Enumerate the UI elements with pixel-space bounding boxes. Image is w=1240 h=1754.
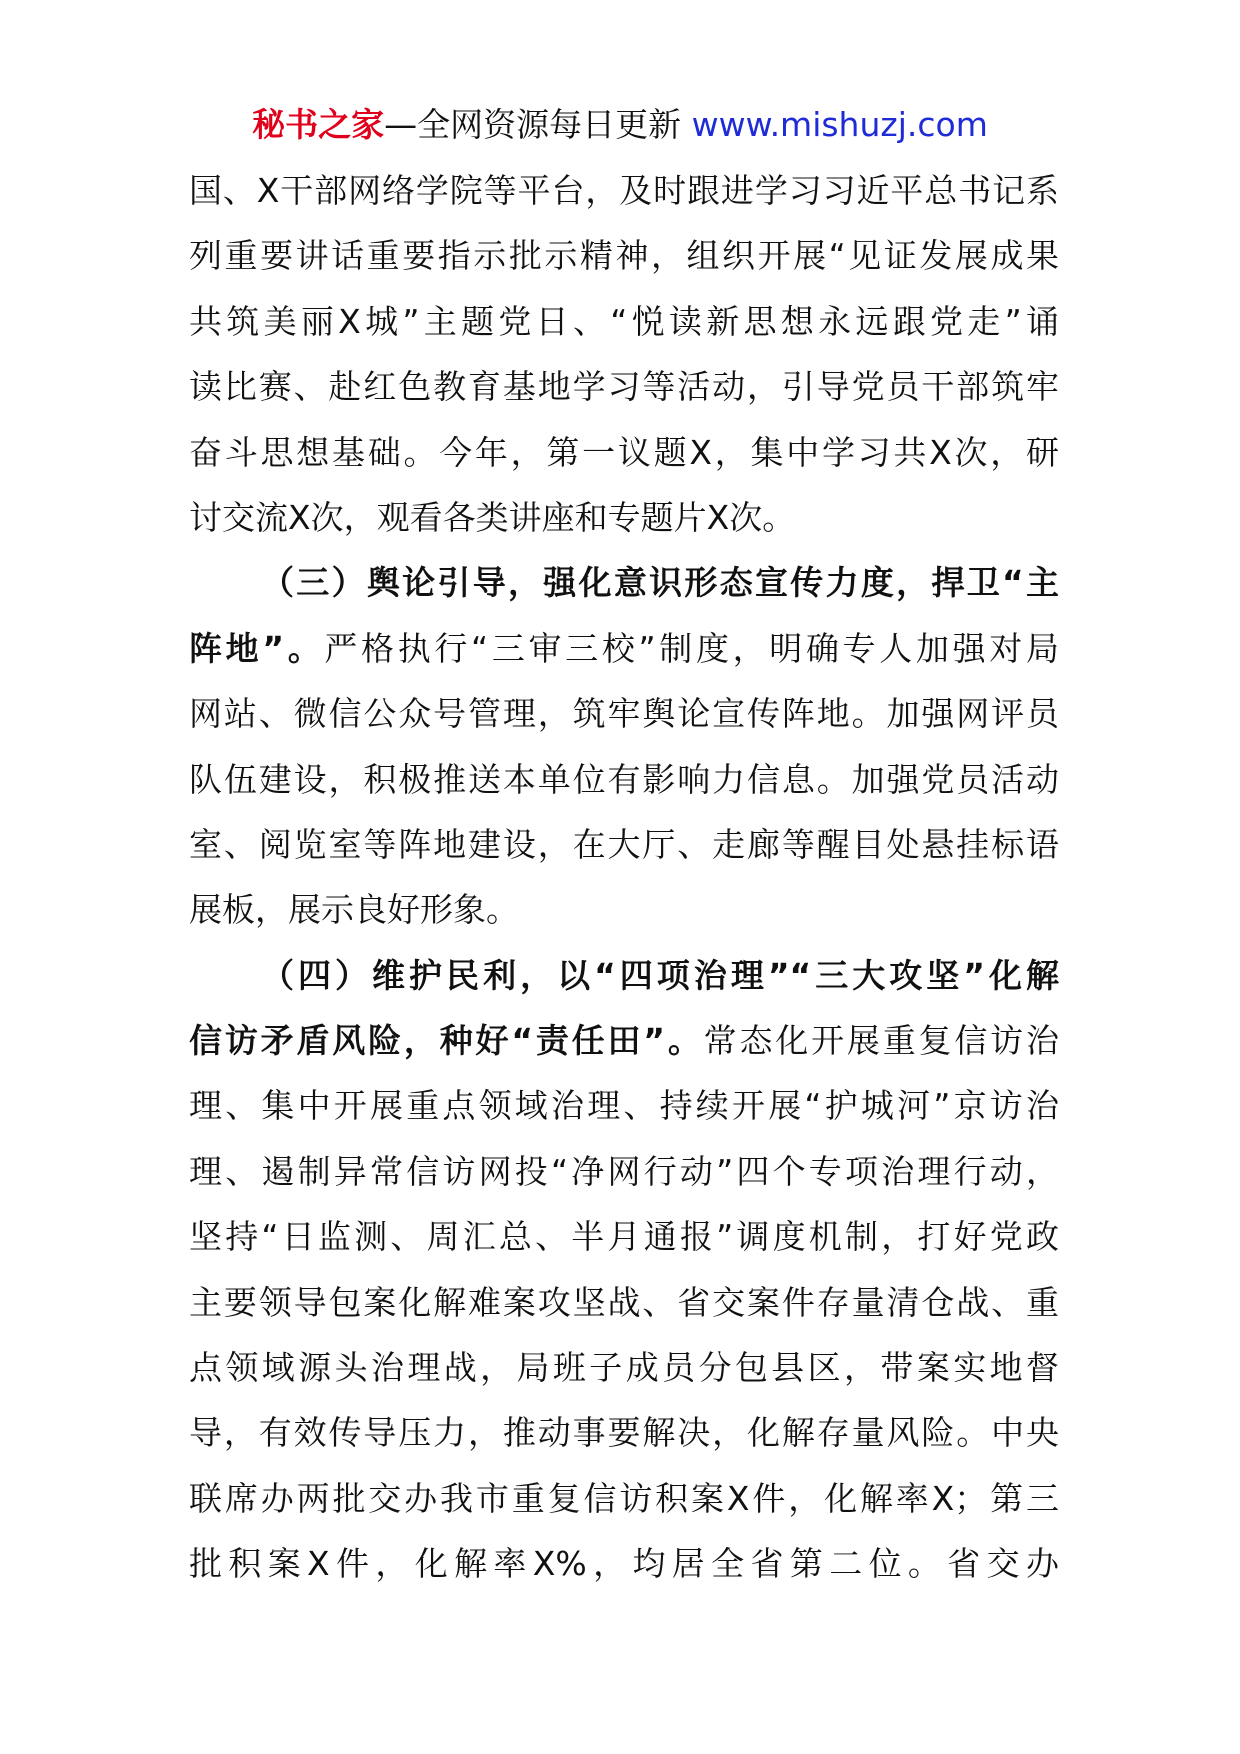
document-body [189,158,1059,1597]
section-heading-3: （三）舆论引导，强化意识形态宣传力度，捍卫“主 [261,563,1059,603]
section-heading-4: （四）维护民利，以“四项治理”“三大攻坚”化解 [261,955,1059,995]
text-line: 讨交流X次，观看各类讲座和专题片X次。 [189,497,796,537]
text-line: 信访矛盾风险，种好“责任田”。常态化开展重复信访治 [189,1021,1059,1061]
site-url[interactable]: www.mishuzj.com [691,105,988,144]
text-line: 阵地”。严格执行“三审三校”制度，明确专人加强对局 [189,628,1059,668]
text-line: 国、X干部网络学院等平台，及时跟进学习习近平总书记系 [189,171,1059,210]
text-line: 主要领导包案化解难案攻坚战、省交案件存量清仓战、重 [189,1282,1059,1322]
text-line: 奋斗思想基础。今年，第一议题X，集中学习共X次，研 [189,432,1059,472]
text-line: 读比赛、赴红色教育基地学习等活动，引导党员干部筑牢 [189,367,1059,407]
text-line: 坚持“日监测、周汇总、半月通报”调度机制，打好党政 [189,1217,1059,1257]
text-line: 导，有效传导压力，推动事要解决，化解存量风险。中央 [189,1413,1059,1453]
site-slogan: —全网资源每日更新 [384,105,682,144]
text-line: 列重要讲话重要指示批示精神，组织开展“见证发展成果 [189,236,1059,276]
text-line: 点领域源头治理战，局班子成员分包县区，带案实地督 [189,1348,1059,1388]
text-line: 室、阅览室等阵地建设，在大厅、走廊等醒目处悬挂标语 [189,824,1059,864]
text-line: 批积案X件，化解率X%，均居全省第二位。省交办 [189,1544,1059,1584]
text-line: 队伍建设，积极推送本单位有影响力信息。加强党员活动 [189,759,1059,799]
text-line: 理、集中开展重点领域治理、持续开展“护城河”京访治 [189,1086,1059,1126]
site-brand: 秘书之家 [252,105,385,144]
text-line: 联席办两批交办我市重复信访积案X件，化解率X；第三 [189,1478,1059,1518]
text-line: 网站、微信公众号管理，筑牢舆论宣传阵地。加强网评员 [189,694,1059,734]
site-header [0,100,1240,150]
text-line: 理、遏制异常信访网投“净网行动”四个专项治理行动， [189,1151,1059,1191]
text-line: 共筑美丽X城”主题党日、“悦读新思想永远跟党走”诵 [189,301,1059,341]
text-line: 展板，展示良好形象。 [189,890,519,930]
